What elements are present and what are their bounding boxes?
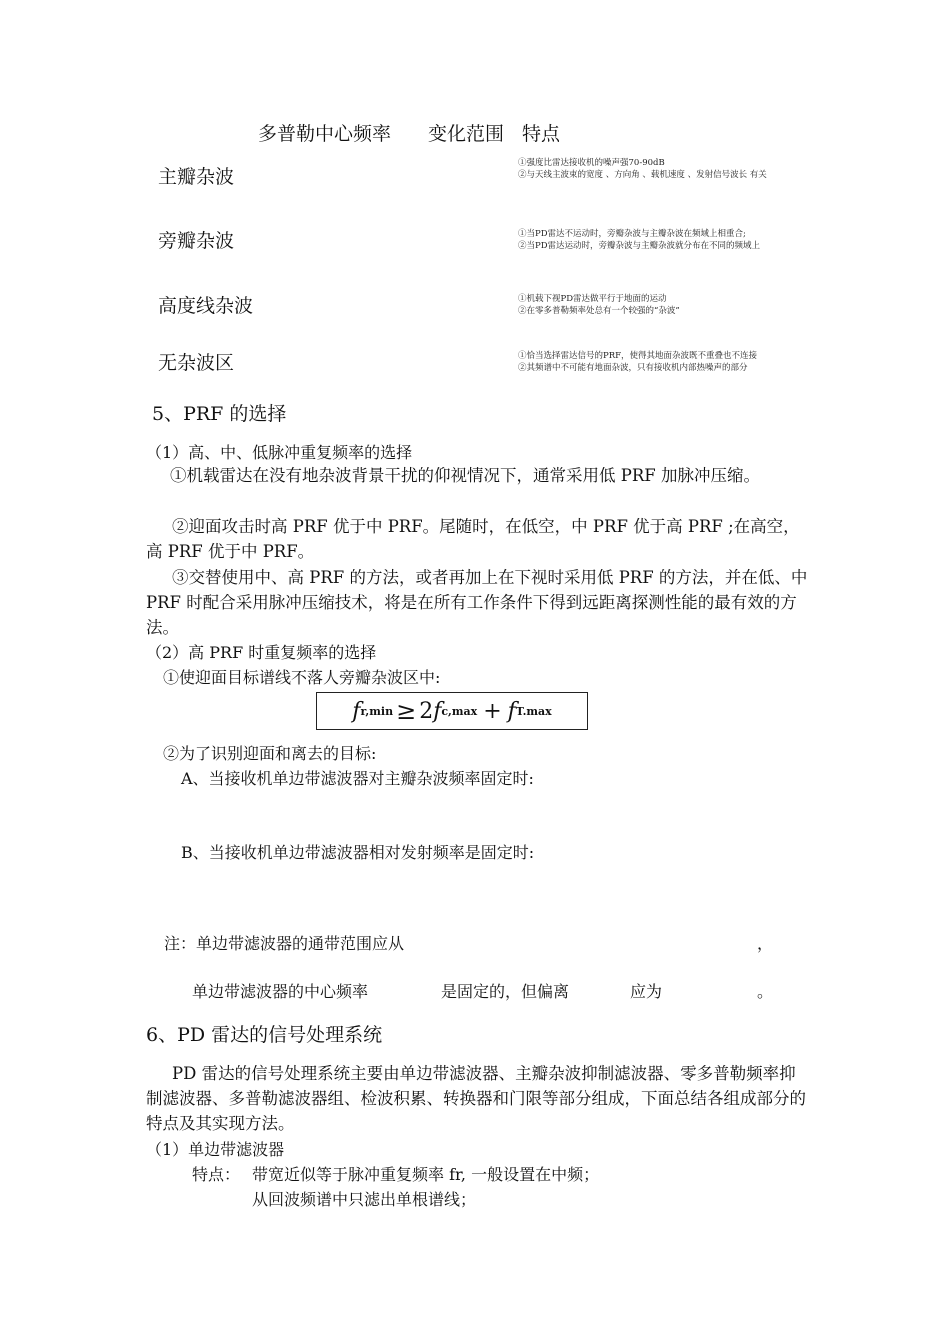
formula-plus: + (483, 698, 502, 724)
section6-paragraph-1: PD 雷达的信号处理系统主要由单边带滤波器、主瓣杂波抑制滤波器、零多普勒频率抑制滤波器、多普勒滤波器组、检波积累、转换器和门限等部分组成，下面总结各组成部分的特点及其实现方法。 (146, 1064, 806, 1133)
note-line: ②与天线主波束的宽度 、方向角 、载机速度 、发射信号波长 有关 (518, 170, 767, 180)
formula-term2: f (507, 698, 516, 724)
row-notes-sidelobe (518, 228, 838, 252)
note-line: ①当PD雷达不运动时，旁瓣杂波与主瓣杂波在频域上相重合; (518, 229, 746, 239)
note-line: ①恰当选择雷达信号的PRF，使得其地面杂波既不重叠也不连接 (518, 351, 758, 361)
note-line: ②当PD雷达运动时，旁瓣杂波与主瓣杂波就分布在不同的频域上 (518, 241, 761, 251)
section5-paragraph-B: B、当接收机单边带滤波器相对发射频率是固定时: (181, 843, 535, 862)
formula-relation: ≥ (396, 697, 417, 725)
section5-paragraph-1: ①机载雷达在没有地杂波背景干扰的仰视情况下，通常采用低 PRF 加脉冲压缩。 (170, 466, 760, 485)
note-line: ①强度比雷达接收机的噪声强70-90dB (518, 158, 665, 168)
formula-coefficient: 2 (419, 698, 434, 724)
feature-line-1: 带宽近似等于脉冲重复频率 fr, 一般设置在中频； (252, 1165, 600, 1184)
section5-paragraph-2: ②迎面攻击时高 PRF 优于中 PRF。尾随时，在低空，中 PRF 优于高 PRF ;在高空，高 PRF 优于中 PRF。 (146, 517, 800, 561)
note-line: ②在零多普勒频率处总有一个较强的“杂波” (518, 306, 680, 316)
section5-paragraph-5: ②为了识别迎面和离去的目标: (163, 744, 377, 763)
row-notes-mainlobe (518, 157, 838, 181)
section5-paragraph-3: ③交替使用中、高 PRF 的方法，或者再加上在下视时采用低 PRF 的方法，并在低、中 PRF 时配合采用脉冲压缩技术，将是在所有工作条件下得到远距离探测性能的最有效的方法。 (146, 568, 808, 637)
formula-term1: f (433, 698, 442, 724)
note-line-1-end: ， (757, 934, 774, 953)
formula-lhs-sub: r,min (360, 704, 394, 718)
section5-paragraph-A: A、当接收机单边带滤波器对主瓣杂波频率固定时: (181, 769, 534, 788)
formula-lhs: f (352, 698, 361, 724)
table-header-doppler: 多普勒中心频率 (258, 123, 392, 145)
section5-paragraph-4: ①使迎面目标谱线不落人旁瓣杂波区中: (163, 668, 441, 687)
section5-title: 5、PRF 的选择 (152, 403, 287, 425)
note-line-2b: 是固定的，但偏离 (441, 982, 570, 1001)
prf-formula (317, 693, 587, 729)
note-line-2-end: 。 (757, 982, 774, 1001)
formula-term2-sub: T.max (515, 704, 552, 718)
formula-box (316, 692, 588, 730)
formula-term1-sub: c,max (441, 704, 478, 718)
note-line: ①机载下视PD雷达做平行于地面的运动 (518, 294, 667, 304)
table-header-range: 变化范围 (428, 123, 505, 145)
row-notes-altitude-line (518, 293, 838, 317)
note-line-2c: 应为 (630, 982, 663, 1001)
feature-label: 特点： (192, 1165, 241, 1184)
row-label-altitude-line: 高度线杂波 (158, 295, 254, 317)
note-line-1: 注：单边带滤波器的通带范围应从 (164, 934, 405, 953)
note-line: ②其频谱中不可能有地面杂波，只有接收机内部热噪声的部分 (518, 363, 748, 373)
feature-line-2: 从回波频谱中只滤出单根谱线； (252, 1190, 477, 1209)
row-label-clutter-free: 无杂波区 (158, 352, 235, 374)
row-label-mainlobe: 主瓣杂波 (158, 166, 235, 188)
section6-subheading-1: （1）单边带滤波器 (146, 1140, 285, 1159)
section5-subheading-2: （2）高 PRF 时重复频率的选择 (146, 643, 377, 662)
section6-title: 6、PD 雷达的信号处理系统 (146, 1024, 383, 1046)
row-label-sidelobe: 旁瓣杂波 (158, 230, 235, 252)
table-header-features: 特点 (522, 123, 561, 145)
row-notes-clutter-free (518, 350, 838, 374)
note-line-2a: 单边带滤波器的中心频率 (192, 982, 369, 1001)
section5-subheading-1: （1）高、中、低脉冲重复频率的选择 (146, 443, 413, 462)
